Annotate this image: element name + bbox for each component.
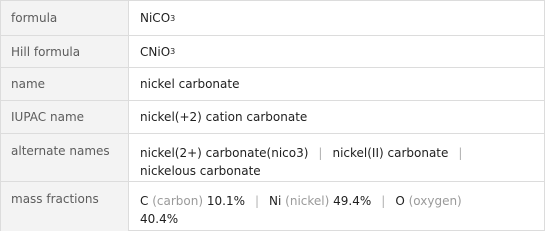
value-name: nickel carbonate: [140, 77, 240, 91]
element-symbol: C: [140, 194, 149, 208]
element-name: (oxygen): [408, 194, 462, 208]
hill-main: CNiO: [140, 44, 171, 59]
hill-subscript: 3: [170, 47, 176, 56]
separator: |: [381, 194, 386, 208]
value-hill-formula: [140, 36, 538, 67]
alternate-name: nickel(2+) carbonate(nico3): [140, 146, 309, 160]
label-formula: formula: [1, 1, 129, 35]
label-alternate-names: alternate names: [1, 134, 129, 181]
formula-subscript: 3: [170, 13, 176, 23]
formula-main: NiCO: [140, 11, 171, 25]
label-hill-formula: Hill formula: [1, 36, 129, 67]
value-iupac-name: nickel(+2) cation carbonate: [140, 110, 308, 124]
row-iupac-name: [1, 100, 544, 133]
label-name: name: [1, 68, 129, 100]
row-mass-fractions: [1, 181, 544, 231]
row-formula: [1, 1, 544, 35]
separator: |: [458, 146, 463, 160]
alternate-name: nickelous carbonate: [140, 164, 261, 178]
separator: |: [254, 194, 260, 208]
separator: |: [318, 146, 323, 160]
element-percent: 10.1%: [206, 194, 245, 208]
value-formula: [140, 1, 538, 35]
element-symbol: O: [395, 194, 405, 208]
element-symbol: Ni: [269, 194, 282, 208]
row-hill-formula: [1, 35, 544, 67]
element-name: (nickel): [285, 194, 330, 208]
label-iupac-name: IUPAC name: [1, 101, 129, 133]
alternate-name: nickel(II) carbonate: [332, 146, 449, 160]
element-percent: 40.4%: [140, 212, 179, 226]
row-alternate-names: [1, 133, 544, 181]
element-percent: 49.4%: [333, 194, 372, 208]
label-mass-fractions: mass fractions: [1, 182, 129, 231]
element-name: (carbon): [152, 194, 204, 208]
row-name: [1, 67, 544, 100]
value-mass-fractions: [140, 182, 538, 241]
